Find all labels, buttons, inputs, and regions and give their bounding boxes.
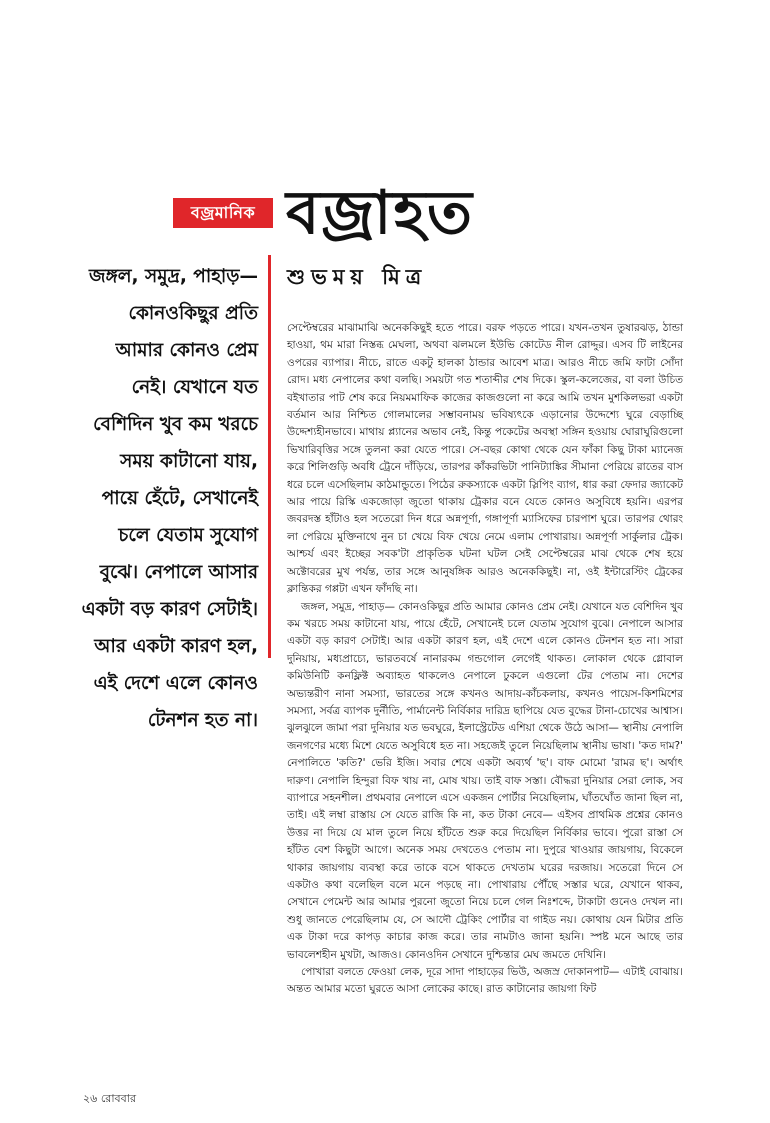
article-paragraph: সেপ্টেম্বরের মাঝামাঝি অনেককিছুই হতে পারে। বরফ পড়তে পারে। যখন-তখন তুষারঝড়, ঠান্ডা হাওয়া, থম মারা নিস্তব্ধ মেঘলা, অথবা ঝলমলে ইউভি কোটেড নীল রোদ্দুর। এসব টি লাইনের ওপরের ব্যাপার। নীচে, রাতে একটু হালকা ঠান্ডার আবেশ মাত্র। আরও নীচে জমি ফাটা সোঁদা রোদ। মধ্য নেপালের কথা বলছি। সময়টা গত শতাব্দীর শেষ দিকে। স্কুল-কলেজের, বা বলা উচিত বইখাতার পাট শেষ করে নিয়মমাফিক কাজের কাজগুলো না করে আমি তখন মুশকিলভরা একটা বর্তমান আর নিশ্চিত গোলমালের সম্ভাবনাময় ভবিষ্যৎকে এড়ানোর উদ্দেশ্যে ঘুরে বেড়াচ্ছি উদ্দেশ্যহীনভাবে। মাথায় প্ল্যানের অভাব নেই, কিন্তু পকেটের অবস্থা সঙ্গিন হওয়ায় ঘোরাঘুরিগুলো ভিখারিবৃত্তির সঙ্গে তুলনা করা যেতে পারে। সে-বছর কোথা থেকে যেন ফাঁকা কিছু টাকা ম্যানেজ করে শিলিগুড়ি অবধি ট্রেনে দাঁড়িয়ে, তারপর কাঁকরভিটা পানিট্যাঙ্কির সীমানা পেরিয়ে রাতের বাস ধরে চলে এসেছিলাম কাঠমান্ডুতে। পিঠের রুকস্যাকে একটা স্লিপিং ব্যাগ, ধার করা ফেদার জ্যাকেট আর পায়ে রিস্কি একজোড়া জুতো থাকায় ট্রেকার বনে যেতে কোনও অসুবিধে হয়নি। এরপর জবরদস্ত হাঁটাও হল সতেরো দিন ধরে অন্নপূর্ণা, গঙ্গাপূর্ণা ম্যাসিফের চারপাশ ঘুরে। তারপর থোরং লা পেরিয়ে মুক্তিনাথে নুন চা খেয়ে বিফ খেয়ে নেমে এলাম পোখারায়। অন্নপূর্ণা সার্কুলার ট্রেক। আশ্চর্য এবং ইচ্ছের সবক'টা প্রাকৃতিক ঘটনা ঘটল সেই সেপ্টেম্বরের মাঝ থেকে শেষ হয়ে অক্টোবরের মুখ পর্যন্ত, তার সঙ্গে আনুষঙ্গিক আরও অনেককিছুই। না, ওই ইন্টারেস্টিং ট্রেকের ক্লান্তিকর গপ্পটা এখন ফাঁদছি না। (287, 322, 683, 596)
article-paragraph: পোখারা বলতে ফেওয়া লেক, দূরে সাদা পাহাড়ের ভিউ, অজস্র দোকানপাট— এটাই বোঝায়। অন্তত আমার মতো ঘুরতে আসা লোকের কাছে। রাত কাটানোর জায়গা ফিট (287, 966, 683, 996)
article-title: বজ্রাহত (286, 178, 475, 248)
pull-quote: জঙ্গল, সমুদ্র, পাহাড়— কোনওকিছুর প্রতি আমার কোনও প্রেম নেই। যেখানে যত বেশিদিন খুব কম খরচে সময় কাটানো যায়, পায়ে হেঁটে, সেখানেই চলে যেতাম সুযোগ বুঝে। নেপালে আসার একটা বড় কারণ সেটাই। আর একটা কারণ হল, এই দেশে এলে কোনও টেনশন হত না। (81, 266, 258, 731)
section-tag: বজ্রমানিক (173, 198, 273, 228)
article-paragraph: জঙ্গল, সমুদ্র, পাহাড়— কোনওকিছুর প্রতি আমার কোনও প্রেম নেই। যেখানে যত বেশিদিন খুব কম খরচে সময় কাটানো যায়, পায়ে হেঁটে, সেখানেই চলে যেতাম সুযোগ বুঝে। নেপালে আসার একটা বড় কারণ সেটাই। আর একটা কারণ হল, এই দেশে এলে কোনও টেনশন হত না। সারা দুনিয়ায়, মধ্যপ্রাচ্যে, ভারতবর্ষে নানারকম গন্ডগোল লেগেই থাকত। লোকাল থেকে গ্লোবাল কমিউনিটি কনফ্লিক্ট অব্যাহত থাকলেও নেপালে ঢুকলে এগুলো টের পেতাম না। দেশের অভ্যন্তরীণ নানা সমস্যা, ভারতের সঙ্গে কখনও আদায়-কাঁচকলায়, কখনও পায়েস-কিশমিশের সমস্যা, সর্বত্র ব্যাপক দুর্নীতি, পার্মানেন্ট নির্বিকার দারিদ্র ছাপিয়ে যেত বুদ্ধের টানা-চোখের আশ্বাস। ঝুলঝুলে জামা পরা দুনিয়ার যত ভবঘুরে, ইলাস্ট্রেটেড এশিয়া থেকে উঠে আসা— স্থানীয় নেপালি জনগণের মধ্যে মিশে যেতে অসুবিধে হত না। সহজেই তুলে নিয়েছিলাম স্থানীয় ভাষা। 'কত দাম?' নেপালিতে 'কতি?' ভেরি ইজি। সবার শেষে একটা অব্যর্থ 'ছ'। বাফ মোমো 'রামর ছ'। অর্থাৎ দারুণ। নেপালি হিন্দুরা বিফ খায় না, মোষ খায়। তাই বাফ সস্তা। বৌদ্ধরা দুনিয়ার সেরা লোক, সব ব্যাপারে সহনশীল। প্রথমবার নেপালে এসে একজন পোর্টার নিয়েছিলাম, ঘাঁতঘোঁত জানা ছিল না, তাই। এই লম্বা রাস্তায় সে যেতে রাজি কি না, কত টাকা নেবে— এইসব প্রাথমিক প্রশ্নের কোনও উত্তর না দিয়ে যে মাল তুলে নিয়ে হাঁটতে শুরু করে দিয়েছিল নির্বিকার ভাবে। পুরো রাস্তা সে হাঁটত বেশ কিছুটা আগে। অনেক সময় দেখতেও পেতাম না। দুপুরে খাওয়ার জায়গায়, বিকেলে থাকার জায়গায় ব্যবস্থা করে তাকে বসে থাকতে দেখতাম ঘরের দরজায়। সতেরো দিনে সে একটাও কথা বলেছিল বলে মনে পড়ছে না। পোখারায় পৌঁছে সস্তার ঘরে, যেখানে থাকব, সেখানে পেমেন্ট আর আমার পুরনো জুতো নিয়ে চলে গেল নিঃশব্দে, টাকাটা গুনেও দেখল না। শুধু জানতে পেরেছিলাম যে, সে আদৌ ট্রেকিং পোর্টার বা গাইড নয়। কোথায় যেন মিটার প্রতি এক টাকা দরে কাপড় কাচার কাজ করে। তার নামটাও জানা হয়নি। স্পষ্ট মনে আছে তার ভাবলেশহীন মুখটা, আজও। কোনওদিন সেখানে দুশ্চিন্তার মেঘ জমতে দেখিনি। (287, 600, 683, 961)
author-name: শুভময় মিত্র (287, 265, 428, 289)
pull-quote-divider (268, 255, 271, 658)
magazine-name: রোববার (100, 1092, 137, 1105)
page-footer (83, 1090, 136, 1109)
page-number: ২৬ (83, 1092, 98, 1105)
article-body (287, 320, 683, 999)
